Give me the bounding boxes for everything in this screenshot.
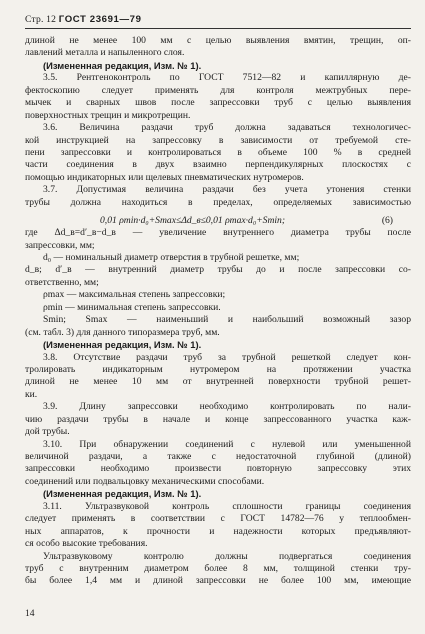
page-label: Стр. 12 [25,14,57,25]
text-line: соединений или подвальцовку механическими способами. [25,475,265,487]
text-line: (см. табл. 3) для данного типоразмера труб, мм. [25,326,220,338]
text-line: тролировать индикаторным нутромером на протяжении участка [25,363,411,375]
text-line: Ультразвуковому контролю должны подвергаться соединения [43,550,411,562]
page-folio: 14 [25,608,35,619]
text-line: ки. [25,388,38,400]
text-line: 3.9. Длину запрессовки необходимо контролировать по нали- [43,401,411,413]
text-line: величиной раздачи, а также с недостаточной глубиной (длиной) [25,451,411,462]
text-line: d₀ — номинальный диаметр отверстия в трубной решетке, мм; [43,252,300,263]
header-rule [25,28,411,29]
text-line: ответственно, мм; [25,276,99,288]
text-line: ρmin — минимальная степень запрессовки. [43,301,221,313]
text-line: следует применять в соответствии с ГОСТ 14782—76 у теплообмен- [25,513,411,525]
text-line: 3.6. Величина раздачи труб должна задаваться технологичес- [43,122,411,134]
text-line: лавлений металла и напыленного слоя. [25,47,185,59]
body-text [25,35,411,588]
amendment-note: (Измененная редакция, Изм. № 1). [43,339,202,351]
text-line: труб с внутренним диаметром более 8 мм, толщиной стенки тру- [25,562,411,574]
formula-6 [25,209,411,227]
text-line: части соединения в двух взаимно перпендикулярных плоскостях с [25,159,411,171]
text-line: ных аппаратов, к прочности и надежности которых предъявляют- [25,525,411,537]
text-line: кой инструкцией на запрессовку в зависимости от требуемой сте- [25,134,411,146]
amendment-note: (Измененная редакция, Изм. № 1). [43,59,202,71]
text-line: чию раздачи трубы в начале и конце запрессованного участка каж- [25,413,411,425]
text-line: фектоскопию следует применять для контроля межтрубных пере- [25,84,411,96]
text-line: 3.11. Ультразвуковой контроль сплошности границы соединения [43,500,411,512]
text-line: d_в; d′_в — внутренний диаметр трубы до и после запрессовки со- [25,264,411,276]
text-line: пени запрессовки и контролироваться в объеме 100 % в средней [25,146,411,158]
text-line: ся особо высокие требования. [25,538,148,550]
text-line: длиной не менее 100 мм с целью выявления вмятин, трещин, оп- [25,35,411,46]
text-line: запрессовки, мм; [25,239,95,251]
text-line: длиной не менее 10 мм от внутренней поверхности трубной решет- [25,376,411,388]
text-line: Smin; Smax — наименьший и наибольший возможный зазор [43,314,411,326]
amendment-note: (Измененная редакция, Изм. № 1). [43,488,202,500]
formula-number: (6) [381,215,393,227]
text-line: 3.10. При обнаружении соединений с нулевой или уменьшенной [43,438,411,450]
text-line: где Δd_в=d′_в−d_в — увеличение внутреннего диаметра трубы после [25,227,411,239]
text-line: 3.8. Отсутствие раздачи труб за трубной решеткой следует кон- [43,351,411,363]
text-line: ρmax — максимальная степень запрессовки; [43,289,226,301]
text-line: мычек и сварных швов после запрессовки труб с целью выявления [25,97,411,109]
text-line: 3.7. Допустимая величина раздачи без учета утонения стенки [43,184,411,196]
text-line: запрессовки необходимо произвести повторную запрессовку этих [25,463,411,475]
text-line: трубы должна находиться в пределах, определяемых зависимостью [25,196,411,208]
standard-designation: ГОСТ 23691—79 [58,14,142,25]
text-line: дой трубы. [25,426,70,438]
text-line: 3.5. Рентгеноконтроль по ГОСТ 7512—82 и капиллярную де- [43,72,411,84]
formula-expression: 0,01 ρmin·d₀+Smax≤Δd_в≤0,01 ρmax·d₀+Smin; [100,215,286,227]
page-header [25,14,142,25]
text-line: бы более 1,4 мм и длиной запрессовки не более 100 мм, имеющие [25,575,411,587]
text-line: поверхностных трещин и микротрещин. [25,109,191,121]
text-line: помощью индикаторных или щелевых пневматических нутромеров. [25,171,304,183]
